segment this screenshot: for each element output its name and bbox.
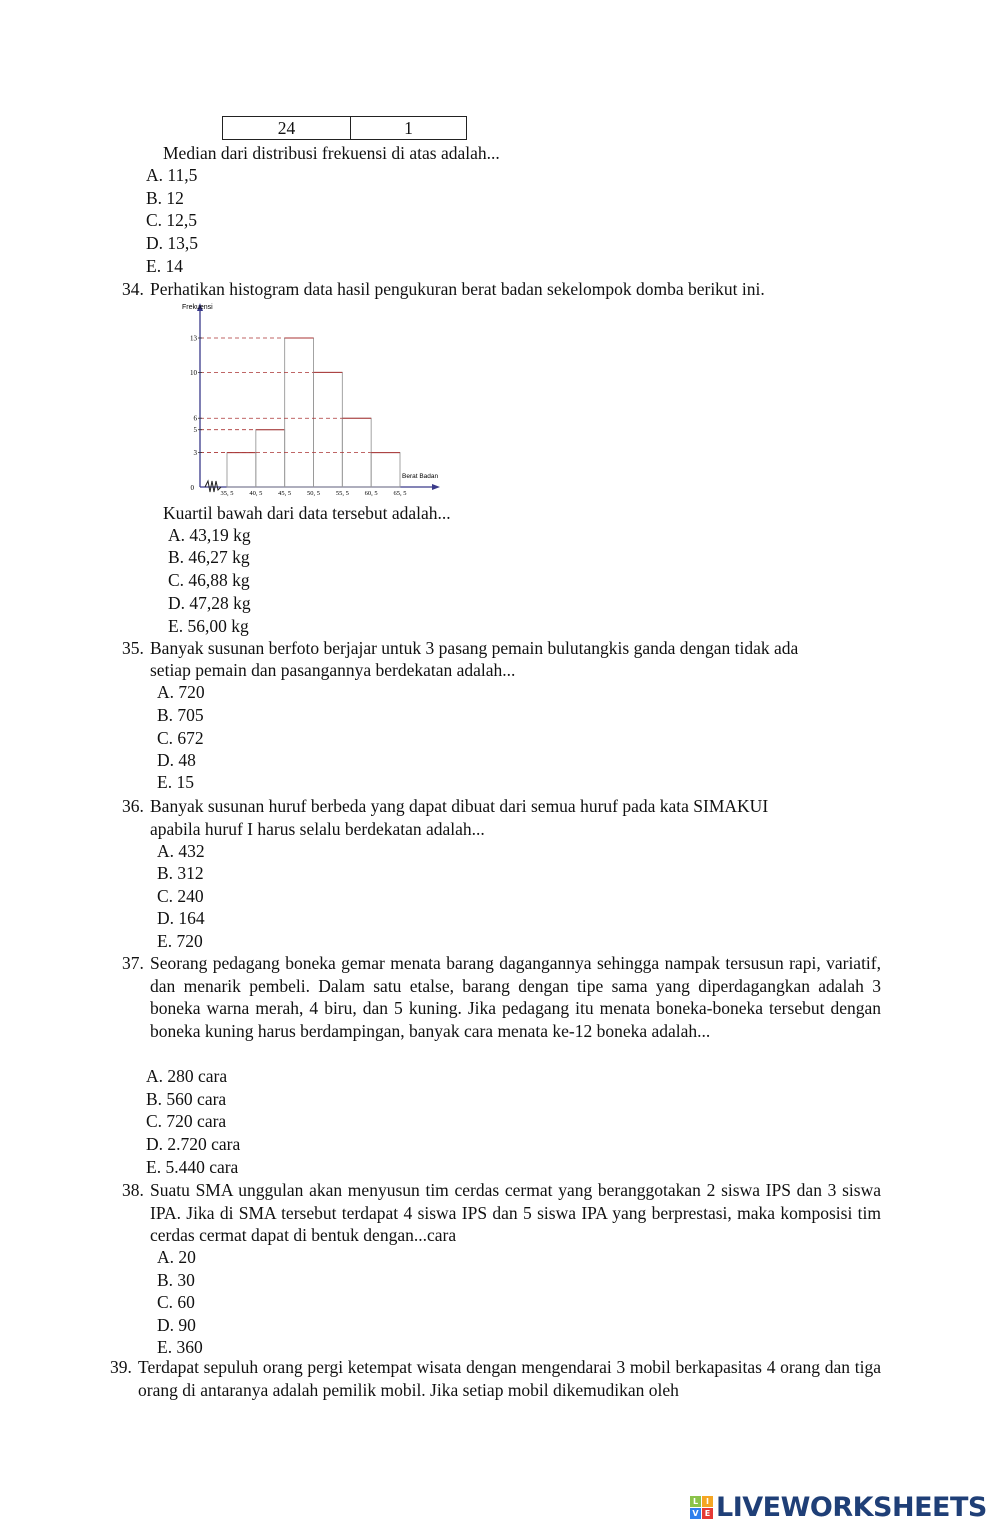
q35-line-1: Banyak susunan berfoto berjajar untuk 3 pasang pemain bulutangkis ganda dengan tidak ada [150,638,799,658]
live-logo-icon: L I V E [690,1496,713,1519]
y-tick-label: 5 [193,426,197,435]
q36-option-c: C. 240 [157,886,204,906]
q35-option-c: C. 672 [157,728,204,748]
q39-number: 39. [110,1357,132,1377]
histogram-bar [371,453,400,487]
x-axis-arrow-icon [432,484,440,490]
q34-number: 34. [122,279,144,299]
q39-question [110,1356,881,1401]
q35-number: 35. [122,638,144,658]
q35-option-e: E. 15 [157,772,194,792]
q34-option-d: D. 47,28 kg [168,593,251,613]
liveworksheets-logo [690,1492,987,1523]
q37-option-e: E. 5.440 cara [146,1157,239,1177]
histogram-bar [314,372,343,487]
logo-text: LIVEWORKSHEETS [716,1492,987,1523]
q38-option-b: B. 30 [157,1270,195,1290]
q33-option-b: B. 12 [146,188,184,208]
q34-stem: Kuartil bawah dari data tersebut adalah... [163,503,451,523]
q34-option-c: C. 46,88 kg [168,570,250,590]
q33-option-c: C. 12,5 [146,210,198,230]
q35-line-2: setiap pemain dan pasangannya berdekatan adalah... [150,660,516,680]
x-axis-label: Berat Badan [402,473,439,480]
q33-option-d: D. 13,5 [146,233,199,253]
x-tick-label: 65, 5 [393,490,407,497]
q38-option-e: E. 360 [157,1337,203,1357]
q34-option-e: E. 56,00 kg [168,616,249,636]
q35-option-b: B. 705 [157,705,204,725]
x-tick-label: 55, 5 [335,490,349,497]
x-tick-label: 45, 5 [278,490,292,497]
x-tick-label: 40, 5 [249,490,263,497]
q38-number: 38. [122,1180,144,1200]
histogram-bar [227,453,256,487]
q37-option-b: B. 560 cara [146,1089,227,1109]
q34-option-b: B. 46,27 kg [168,547,250,567]
q33-option-a: A. 11,5 [146,165,198,185]
q37-text: Seorang pedagang boneka gemar menata barang dagangannya sehingga nampak tersusun rapi, variatif, dan menarik pembeli. Dalam satu etalse, barang dengan tipe sama yang diperdagangkan adalah 3 boneka warna merah, 4 biru, dan 5 kuning. Jika pedagang itu menata boneka-boneka tersebut dengan boneka kuning harus berdampingan, banyak cara menata ke-12 boneka adalah... [150,953,881,1041]
y-tick-label: 6 [193,414,197,423]
q33-option-e: E. 14 [146,256,183,276]
q37-option-d: D. 2.720 cara [146,1134,241,1154]
q38-option-c: C. 60 [157,1292,195,1312]
q34-option-a: A. 43,19 kg [168,525,251,545]
q34-text: Perhatikan histogram data hasil pengukuran berat badan sekelompok domba berikut ini. [150,279,765,299]
y-axis-label: Frekuensi [182,304,213,311]
x-tick-label: 50, 5 [307,490,320,497]
q36-line-1: Banyak susunan huruf berbeda yang dapat dibuat dari semua huruf pada kata SIMAKUI [150,796,769,816]
q37-question [122,952,881,1042]
q36-option-b: B. 312 [157,863,204,883]
q37-option-c: C. 720 cara [146,1111,227,1131]
table-cell-frequency: 1 [351,117,467,140]
q33-stem: Median dari distribusi frekuensi di atas adalah... [163,143,500,163]
q37-number: 37. [122,953,144,973]
q36-number: 36. [122,796,144,816]
q37-option-a: A. 280 cara [146,1066,228,1086]
q36-option-e: E. 720 [157,931,203,951]
q39-text: Terdapat sepuluh orang pergi ketempat wisata dengan mengendarai 3 mobil berkapasitas 4 orang dan tiga orang di antaranya adalah pemilik mobil. Jika setiap mobil dikemudikan oleh [138,1357,881,1400]
q35-option-d: D. 48 [157,750,196,770]
q36-line-2: apabila huruf I harus selalu berdekatan adalah... [150,819,485,839]
origin-label: 0 [190,484,194,492]
q38-text: Suatu SMA unggulan akan menyusun tim cerdas cermat yang beranggotakan 2 siswa IPS dan 3 siswa IPA. Jika di SMA tersebut terdapat 4 siswa IPS dan 5 siswa IPA yang berprestasi, maka komposisi tim cerdas cermat dapat di bentuk dengan...cara [150,1180,881,1245]
y-tick-label: 13 [190,334,197,343]
q38-option-a: A. 20 [157,1247,196,1267]
q36-option-a: A. 432 [157,841,205,861]
histogram-bar [256,430,285,487]
x-tick-label: 60, 5 [364,490,378,497]
y-tick-label: 10 [190,368,197,377]
q36-option-d: D. 164 [157,908,205,928]
y-tick-label: 3 [193,449,197,458]
q35-option-a: A. 720 [157,682,205,702]
histogram-chart [170,295,450,500]
q38-question [122,1179,881,1247]
x-tick-label: 35, 5 [220,490,234,497]
table-cell-value: 24 [223,117,351,140]
frequency-table-last-row [222,116,467,140]
histogram-bar [285,338,314,487]
q38-option-d: D. 90 [157,1315,196,1335]
